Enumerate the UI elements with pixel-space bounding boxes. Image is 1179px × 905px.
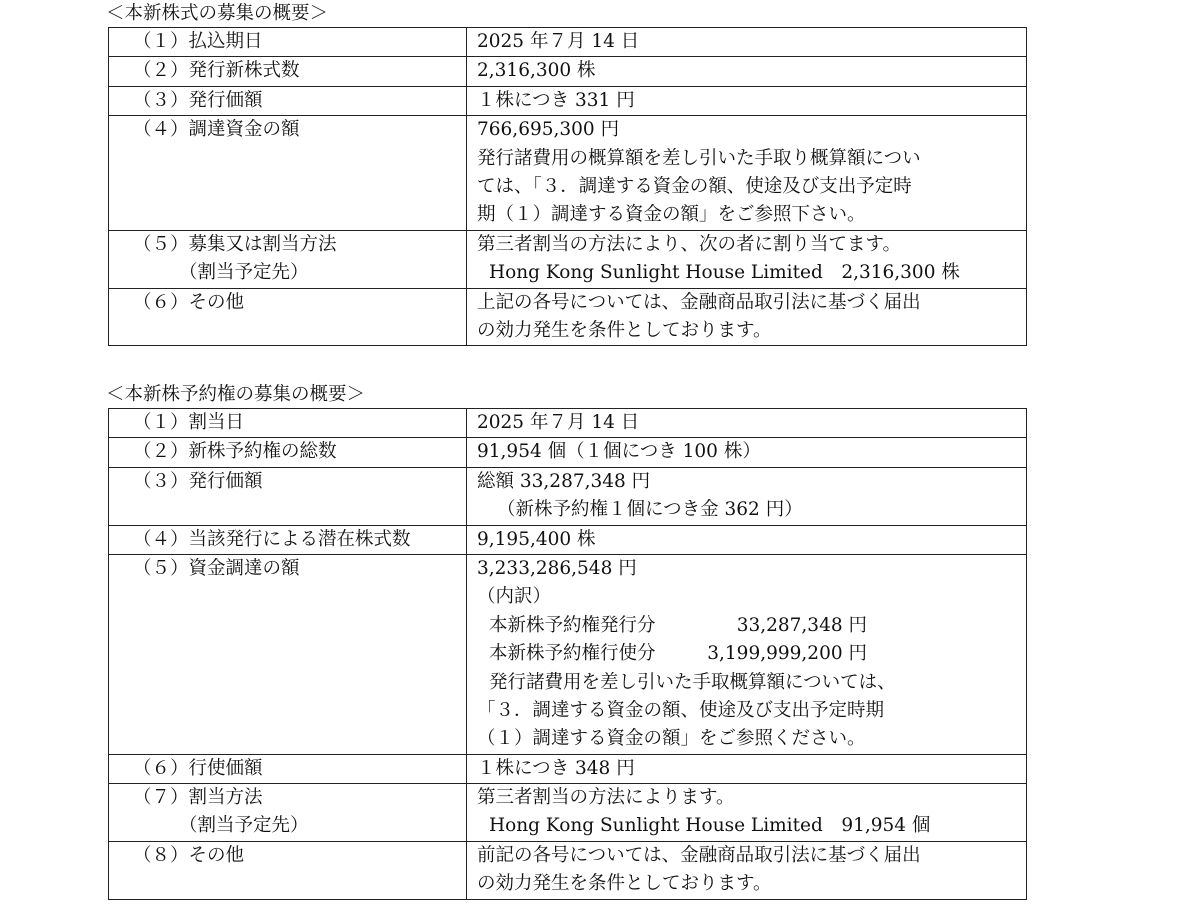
stock-offering-title: ＜本新株式の募集の概要＞ [106, 3, 329, 24]
row-label: （８）その他 [109, 841, 467, 899]
row-label: （７）割当方法 （割当予定先） [109, 784, 467, 842]
table-row [109, 784, 1027, 842]
row-value: 2,316,300 株 [467, 57, 1027, 86]
row-label: （１）払込期日 [109, 28, 467, 57]
warrant-offering-title: ＜本新株予約権の募集の概要＞ [106, 384, 366, 405]
row-label: （３）発行価額 [109, 86, 467, 115]
row-label: （６）行使価額 [109, 754, 467, 783]
table-row [109, 438, 1027, 467]
row-value: 9,195,400 株 [467, 525, 1027, 554]
row-value: 2025 年７月 14 日 [467, 28, 1027, 57]
row-value: 91,954 個（１個につき 100 株） [467, 438, 1027, 467]
row-label: （６）その他 [109, 288, 467, 346]
row-value: 第三者割当の方法によります。 Hong Kong Sunlight House Limited 91,954 個 [467, 784, 1027, 842]
row-value: 前記の各号については、金融商品取引法に基づく届出 の効力発生を条件としております。 [467, 841, 1027, 899]
table-row [109, 467, 1027, 525]
table-row [109, 288, 1027, 346]
row-value: 上記の各号については、金融商品取引法に基づく届出 の効力発生を条件としております。 [467, 288, 1027, 346]
row-value: 第三者割当の方法により、次の者に割り当てます。 Hong Kong Sunlight House Limited 2,316,300 株 [467, 230, 1027, 288]
table-row [109, 554, 1027, 754]
table-row [109, 525, 1027, 554]
row-value: 2025 年７月 14 日 [467, 409, 1027, 438]
breakdown-item: 本新株予約権行使分 3,199,999,200 円 [489, 643, 867, 665]
breakdown-item: 本新株予約権発行分 33,287,348 円 [489, 614, 867, 636]
row-label: （３）発行価額 [109, 467, 467, 525]
row-label: （２）新株予約権の総数 [109, 438, 467, 467]
row-label: （５）募集又は割当方法 （割当予定先） [109, 230, 467, 288]
table-row [109, 86, 1027, 115]
row-value: 3,233,286,548 円 （内訳） 本新株予約権発行分 33,287,348 円 本新株予約権行使分 3,199,999,200 円 発行諸費用を差し引いた手取概算額については、 「３．調達する資金の額、使途及び支出予定時期 （１）調達する資金の額」をご参照ください。 [467, 554, 1027, 754]
table-row [109, 57, 1027, 86]
stock-offering-table [108, 27, 1027, 346]
table-row [109, 754, 1027, 783]
row-label: （５）資金調達の額 [109, 554, 467, 754]
row-label: （４）当該発行による潜在株式数 [109, 525, 467, 554]
row-label: （４）調達資金の額 [109, 116, 467, 231]
row-label: （１）割当日 [109, 409, 467, 438]
table-row [109, 409, 1027, 438]
row-value: 766,695,300 円 発行諸費用の概算額を差し引いた手取り概算額につい ては、「３．調達する資金の額、使途及び支出予定時 期（１）調達する資金の額」をご参照下さい。 [467, 116, 1027, 231]
row-value: 総額 33,287,348 円 （新株予約権１個につき金 362 円） [467, 467, 1027, 525]
row-value: １株につき 331 円 [467, 86, 1027, 115]
table-row [109, 28, 1027, 57]
table-row [109, 230, 1027, 288]
warrant-offering-table [108, 408, 1027, 900]
row-value: １株につき 348 円 [467, 754, 1027, 783]
table-row [109, 841, 1027, 899]
row-label: （２）発行新株式数 [109, 57, 467, 86]
table-row [109, 116, 1027, 231]
